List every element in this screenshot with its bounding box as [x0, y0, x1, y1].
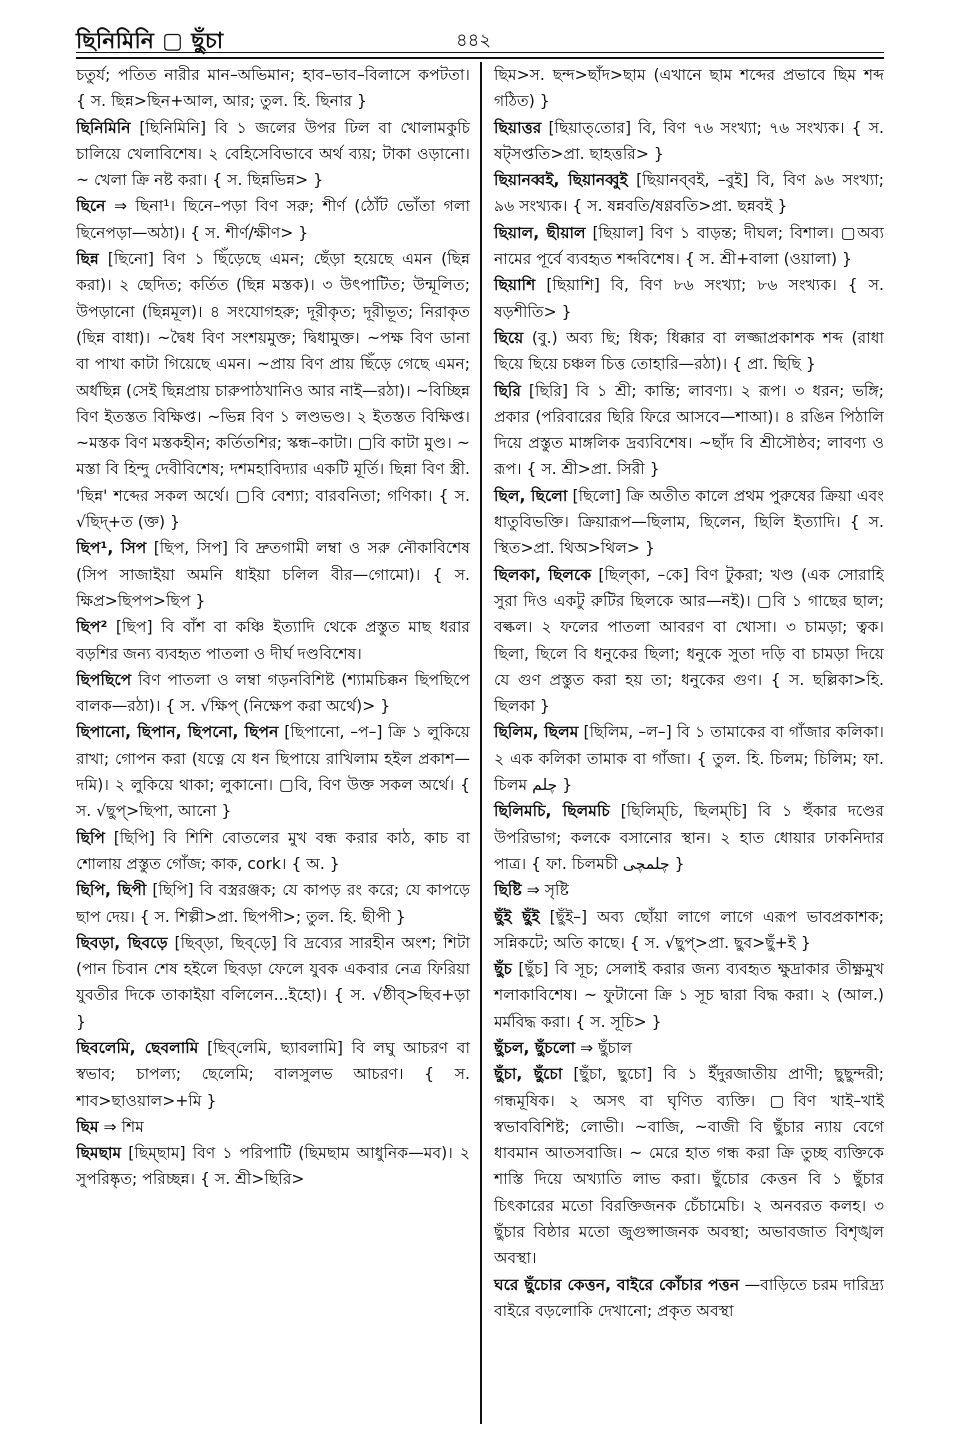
running-headwords: ছিনিমিনি ▢ ছুঁচা [76, 29, 224, 54]
entry-headword: ছিলিম, ছিলম [494, 723, 579, 742]
entry-headword: ছিলকা, ছিলকে [494, 565, 592, 584]
page-number: ৪৪২ [456, 30, 492, 51]
dictionary-entry [494, 1061, 884, 1271]
entry-definition: বিণ পাতলা ও লম্বা গড়নবিশিষ্ট (শ্যামচিক্কন ছিপছিপে বালক—রঠা)। { স. √ক্ষিপ্ (নিক্ষেপ করা অর্থে)> } [76, 670, 470, 716]
dictionary-entry [494, 325, 884, 378]
entry-headword: ছিষ্টি [494, 881, 522, 900]
dictionary-entry [76, 930, 470, 1035]
entry-definition: [ছিল্‌কা, –কে] বিণ টুকরা; খণ্ড (এক সোরাহি সুরা দিও একটু রুটির ছিলকে আর—নই)। ▢বি ১ গাছের ছাল; বল্কল। ২ ফলের পাতলা আবরণ বা খোসা। ৩ চামড়া; ত্বক। ছিলা, ছিলে বি ধনুকের ছিলা; ধনুকে সুতা দড়ি বা চামড়া দিয়ে যে গুণ প্রস্তুত করা হয় তা; ধনুকের গুণ। { স. ছল্লিকা>হি. ছিলকা } [494, 565, 884, 716]
right-column [480, 62, 884, 1424]
entry-headword: ছুঁচ [494, 960, 512, 979]
entry-definition: [ছিলিম, –ল–] বি ১ তামাকের বা গাঁজার কলিকা। ২ এক কলিকা তামাক বা গাঁজা। { তুল. হি. চিলম; চিলিম; ফা. চিলম چلم } [494, 723, 884, 795]
dictionary-entry [494, 272, 884, 325]
left-column [76, 62, 480, 1424]
entry-definition: [ছিরি] বি ১ শ্রী; কান্তি; লাবণ্য। ২ রূপ। ৩ ধরন; ভঙ্গি; প্রকার (পরিবারের ছিরি ফিরে আসবে—শাআ)। ৪ রঙিন পিঠালি দিয়ে প্রস্তুত মাঙ্গলিক দ্রব্যবিশেষ। ~ছাঁদ বি শ্রীসৌষ্ঠব; লাবণ্য ও রূপ। { স. শ্রী>প্রা. সিরী } [494, 381, 884, 479]
dictionary-entry [76, 667, 470, 720]
entry-definition: [ছুঁচ] বি সূচ; সেলাই করার জন্য ব্যবহৃত ক্ষুদ্রাকার তীক্ষ্ণমুখ শলাকাবিশেষ। ~ ফুটানো ক্রি ১ সূচ দ্বারা বিদ্ধ করা। ২ (আল.) মর্মবিদ্ধ করা। { স. সূচি> } [494, 960, 884, 1031]
entry-definition: [ছিম্‌ছাম] বিণ ১ পরিপাটি (ছিমছাম আধুনিক—মব)। ২ সুপরিষ্কৃত; পরিচ্ছন্ন। { স. শ্রী>ছিরি> [76, 1144, 470, 1189]
entry-definition: [ছিয়ানব্‌বই, –বুই] বি, বিণ ৯৬ সংখ্যা; ৯৬ সংখ্যক। { স. ষন্নবতি/ষণ্ণবতি>প্রা. ছন্নবই } [494, 171, 884, 216]
entry-definition: ⇒ ছুঁচাল [580, 1038, 633, 1057]
entry-headword: ছিয়ানব্বই, ছিয়ানব্বুই [494, 171, 628, 190]
entry-definition: [ছিপানো, –প–] ক্রি ১ লুকিয়ে রাখা; গোপন করা (যত্নে যে ধন ছিপায়ে রাখিলাম হইল প্রকাশ—দমি)। ২ লুকিয়ে থাকা; লুকানো। ▢বি, বিণ উক্ত সকল অর্থে। { স. √ছুপ্>ছিপা, আনো } [76, 723, 470, 821]
dictionary-entry [76, 62, 470, 115]
entry-definition: [ছিব্‌লেমি, ছ্যাবলামি] বি লঘু আচরণ বা স্বভাব; চাপল্য; ছেলেমি; বালসুলভ আচরণ। { স. শাব>ছাওয়াল>+মি } [76, 1038, 470, 1110]
entry-headword: ছিপানো, ছিপান, ছিপনো, ছিপন [76, 723, 279, 742]
dictionary-entry [76, 1114, 470, 1140]
entry-definition: —বাড়িতে চরম দারিদ্র্য বাইরে বড়লোকি দেখানো; প্রকৃত অবস্থা [494, 1275, 884, 1320]
entry-headword: ঘরে ছুঁচোর কেত্তন, বাইরে কোঁচার পত্তন [494, 1275, 740, 1294]
entry-headword: ছিল, ছিলো [494, 486, 568, 505]
dictionary-entry [76, 1035, 470, 1114]
dictionary-entry [494, 167, 884, 220]
dictionary-entry [494, 719, 884, 798]
entry-definition: [ছিয়াল] বিণ ১ বাড়ন্ত; দীঘল; বিশাল। ▢অব্য নামের পূর্বে ব্যবহৃত শব্দবিশেষ। { স. শ্রী+বালা (ওয়ালা) } [494, 223, 884, 269]
dictionary-entry [494, 956, 884, 1035]
dictionary-entry [76, 246, 470, 535]
entry-definition: ⇒ সৃষ্টি [526, 881, 569, 900]
entry-headword: ছুঁচল, ছুঁচলো [494, 1038, 576, 1057]
dictionary-entry [494, 562, 884, 720]
entry-headword: ছিয়াল, ছীয়াল [494, 223, 586, 242]
dictionary-entry [494, 378, 884, 483]
dictionary-entry [494, 1035, 884, 1061]
entry-definition: [ছিপি] বি শিশি বোতলের মুখ বন্ধ করার কাঠ, কাচ বা শোলায় প্রস্তুত গোঁজ; কাক, cork। { অ. } [76, 828, 470, 873]
dictionary-entry [494, 62, 884, 115]
entry-headword: ছিলিমচি, ছিলমচি [494, 802, 610, 821]
entry-definition: ছিম>স. ছন্দ>ছাঁদ>ছাম (এখানে ছাম শব্দের প্রভাবে ছিম শব্দ গঠিত) } [494, 66, 884, 111]
entry-definition: [ছুঁচা, ছুচো] বি ১ ইঁদুরজাতীয় প্রাণী; ছুছুন্দরী; গন্ধমূষিক। ২ অসৎ বা ঘৃণিত ব্যক্তি। ▢বিণ খাই–খাই স্বভাববিশিষ্ট; লোভী। ~বাজি, ~বাজী বি ছুঁচার ন্যায় বেগে ধাবমান আতসবাজি। ~ মেরে হাত গন্ধ করা ক্রি তুচ্ছ ব্যক্তিকে শাস্তি দিয়ে অখ্যাতি লাভ করা। ছুঁচোর কেত্তন বি ১ ছুঁচার চিৎকারের মতো বিরক্তিজনক চেঁচামেচি। ২ অনবরত কলহ। ৩ ছুঁচার বিষ্ঠার মতো জুগুপ্সাজনক অবস্থা; অভাবজাত বিশৃঙ্খল অবস্থা। [494, 1065, 884, 1268]
entry-definition: চতুর্য; পতিত নারীর মান–অভিমান; হাব–ভাব–বিলাসে কপটতা। { স. ছিন্ন>ছিন+আল, আর; তুল. হি. ছিনার } [76, 66, 470, 111]
entry-headword: ছিপি [76, 828, 105, 847]
dictionary-entry [76, 1140, 470, 1193]
dictionary-entry [76, 614, 470, 667]
entry-definition: [ছিয়াত্‌তোর] বি, বিণ ৭৬ সংখ্যা; ৭৬ সংখ্যক। { স. ষট্‌সপ্ততি>প্রা. ছাহত্তরি> } [494, 118, 884, 163]
entry-definition: ⇒ ছিনা¹। ছিনে–পড়া বিণ সরু; শীর্ণ (ঠোঁট ভোঁতা গলা ছিনেপড়া—অঠা)। { স. শীর্ণ/ক্ষীণ> } [76, 197, 470, 242]
entry-headword: ছুঁই ছুঁই [494, 907, 540, 926]
entry-definition: [ছিনো] বিণ ১ ছিঁড়েছে এমন; ছেঁড়া হয়েছে এমন (ছিন্ন করা)। ২ ছেদিত; কর্তিত (ছিন্ন মস্তক)। ৩ উৎপাটিত; উন্মূলিত; উপড়ানো (ছিন্নমূল)। ৪ সংযোগহরু; দূরীকৃত; দূরীভূত; নিরাকৃত (ছিন্ন বাধা)। ~দ্বৈধ বিণ সংশয়মুক্ত; দ্বিধামুক্ত। ~পক্ষ বিণ ডানা বা পাখা কাটা গিয়েছে এমন। ~প্রায় বিণ প্রায় ছিঁড়ে গেছে এমন; অর্ধছিন্ন (সেই ছিন্নপ্রায় চারুপাঠখানিও আর নাই—রঠা)। ~বিচ্ছিন্ন বিণ ইতস্তত বিক্ষিপ্ত। ~ভিন্ন বিণ ১ লণ্ডভণ্ড। ২ ইতস্তত বিক্ষিপ্ত। ~মস্তক বিণ মস্তকহীন; কর্তিতশির; স্কন্ধ–কাটা। ▢বি কাটা মুণ্ড। ~ মস্তা বি হিন্দু দেবীবিশেষ; দশমহাবিদ্যার একটি মূর্তি। ছিন্না বিণ স্ত্রী. 'ছিন্ন' শব্দের সকল অর্থে। ▢বি বেশ্যা; বারবনিতা; গণিকা। { স. √ছিদ্+ত (ক্ত) } [76, 250, 470, 532]
entry-headword: ছিম [76, 1117, 99, 1136]
entry-headword: ছিপি, ছিপী [76, 881, 147, 900]
dictionary-entry [76, 115, 470, 194]
entry-headword: ছিরি [494, 381, 521, 400]
dictionary-entry [494, 115, 884, 168]
entry-columns [76, 62, 884, 1424]
entry-headword: ছিপ¹, সিপ [76, 539, 147, 558]
dictionary-entry [76, 719, 470, 824]
dictionary-entry [494, 1272, 884, 1325]
entry-headword: ছিন্ন [76, 250, 99, 269]
entry-headword: ছিবলেমি, ছেবলামি [76, 1038, 199, 1057]
dictionary-entry [76, 825, 470, 878]
entry-definition: [ছিলিম্‌চি, ছিলম্‌চি] বি ১ হুঁকার দণ্ডের উপরিভাগ; কলকে বসানোর স্থান। ২ হাত ধোয়ার ঢাকনিদার পাত্র। { ফা. চিলমচী چلمچی } [494, 802, 884, 873]
header-rule [76, 52, 884, 59]
dictionary-entry [494, 798, 884, 877]
entry-definition: [ছিপ, সিপ] বি দ্রুতগামী লম্বা ও সরু নৌকাবিশেষ (সিপ সাজাইয়া অমনি ধাইয়া চলিল বীর—গোমো)। { স. ক্ষিপ্র>ছিপপ>ছিপ } [76, 539, 470, 610]
entry-definition: ⇒ শিম [103, 1117, 144, 1136]
entry-headword: ছিয়াশি [494, 276, 536, 295]
entry-headword: ছিপছিপে [76, 670, 132, 689]
dictionary-entry [494, 220, 884, 273]
entry-definition: [ছিয়াশি] বি, বিণ ৮৬ সংখ্যা; ৮৬ সংখ্যক। { স. ষড়শীতি> } [494, 276, 884, 321]
entry-definition: [ছুঁই–] অব্য ছোঁয়া লাগে লাগে এরূপ ভাবপ্রকাশক; সন্নিকটে; অতি কাছে। { স. √ছুপ্>প্রা. ছুব>ছুঁ+ই } [494, 907, 884, 952]
entry-definition: [ছিব্‌ড়া, ছিব্‌ড়ে] বি দ্রব্যের সারহীন অংশ; শিটা (পান চিবান শেষ হইলে ছিবড়া ফেলে যুবক একবার নেত্র ফিরিয়া যুবতীর দিকে তাকাইয়া বলিলেন...ইহো)। { স. √ষ্ঠীব্>ছিব+ড়া } [76, 933, 470, 1031]
entry-headword: ছুঁচা, ছুঁচো [494, 1065, 563, 1084]
dictionary-entry [494, 483, 884, 562]
dictionary-entry [494, 904, 884, 957]
dictionary-entry [76, 193, 470, 246]
entry-headword: ছিপ² [76, 618, 108, 637]
entry-headword: ছিনে [76, 197, 106, 216]
entry-definition: (বু.) অব্য ছি; ধিক; ধিক্কার বা লজ্জাপ্রকাশক শব্দ (রাধা ছিয়ে ছিয়ে চঞ্চল চিত্ত তোহারি—রঠা)। { প্রা. ছিছি } [494, 328, 884, 374]
entry-headword: ছিবড়া, ছিবড়ে [76, 933, 168, 952]
entry-definition: [ছিনিমিনি] বি ১ জলের উপর ঢিল বা খোলামকুচি চালিয়ে খেলাবিশেষ। ২ বেহিসেবিভাবে অর্থ ব্যয়; টাকা ওড়ানো। ~ খেলা ক্রি নষ্ট করা। { স. ছিন্নভিন্ন> } [76, 118, 470, 190]
entry-headword: ছিনিমিনি [76, 118, 131, 137]
entry-headword: ছিয়াত্তর [494, 118, 542, 137]
entry-definition: [ছিপি] বি বস্ত্ররঞ্জক; যে কাপড় রং করে; যে কাপড়ে ছাপ দেয়। { স. শিল্পী>প্রা. ছিপপী>; তুল. হি. ছীপী } [76, 881, 470, 926]
entry-definition: [ছিলো] ক্রি অতীত কালে প্রথম পুরুষের ক্রিয়া এবং ধাতুবিভক্তি। ক্রিয়ারূপ—ছিলাম, ছিলেন, ছিলি ইত্যাদি। { স. স্থিত>প্রা. থিঅ>থিল> } [494, 486, 884, 558]
entry-definition: [ছিপ] বি বাঁশ বা কঞ্চি ইত্যাদি থেকে প্রস্তুত মাছ ধরার বড়শির জন্য ব্যবহৃত পাতলা ও দীর্ঘ দণ্ডবিশেষ। [76, 618, 470, 663]
dictionary-entry [76, 535, 470, 614]
entry-headword: ছিমছাম [76, 1144, 122, 1163]
dictionary-entry [494, 877, 884, 903]
dictionary-entry [76, 877, 470, 930]
entry-headword: ছিয়ে [494, 328, 524, 347]
